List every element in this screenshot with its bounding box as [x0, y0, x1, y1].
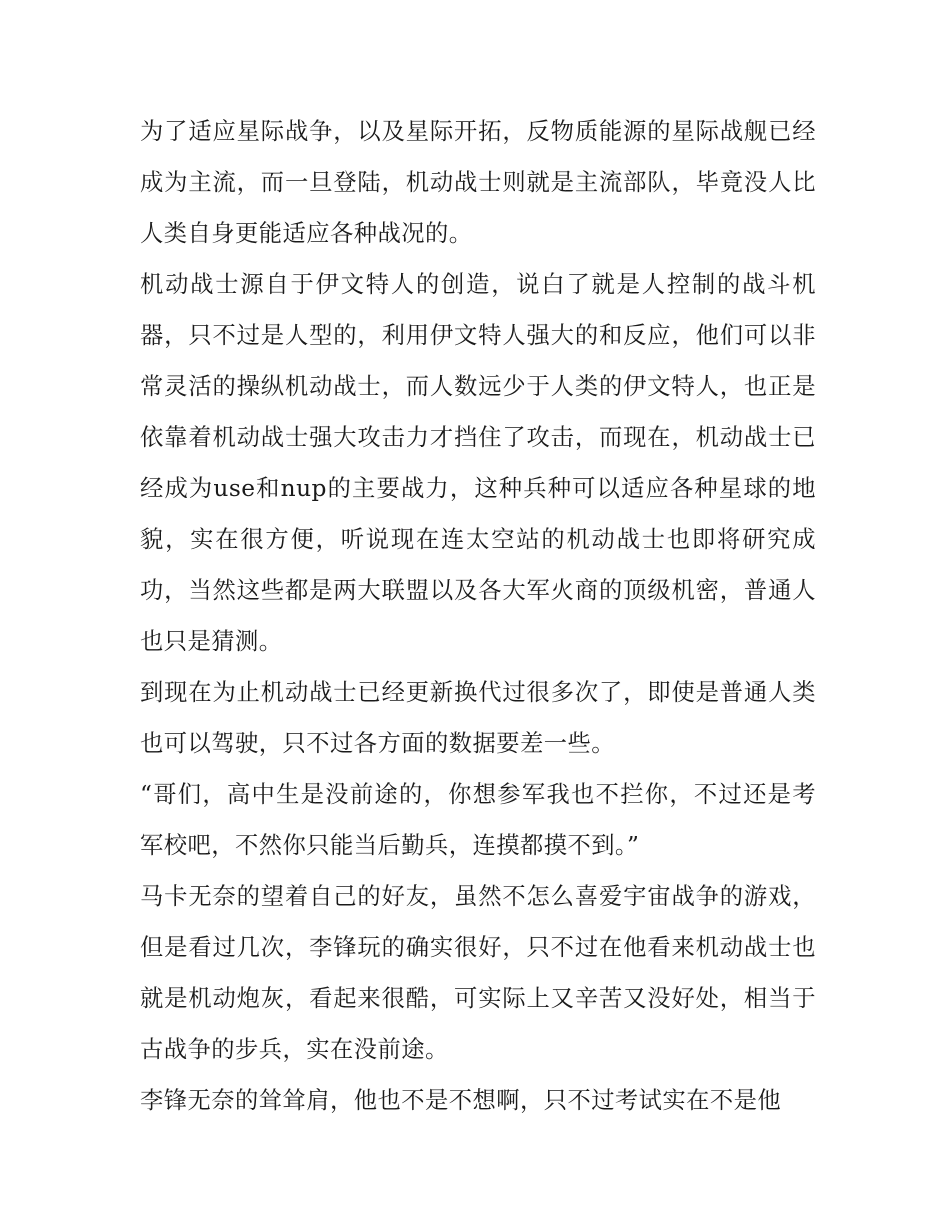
paragraph-3: 到现在为止机动战士已经更新换代过很多次了，即使是普通人类也可以驾驶，只不过各方面的数据要差一些。: [140, 679, 816, 757]
paragraph-4: “哥们，高中生是没前途的，你想参军我也不拦你，不过还是考军校吧，不然你只能当后勤兵，连摸都摸不到。”: [140, 781, 816, 859]
paragraph-5: 马卡无奈的望着自己的好友，虽然不怎么喜爱宇宙战争的游戏，但是看过几次，李锋玩的确实很好，只不过在他看来机动战士也就是机动炮灰，看起来很酷，可实际上又辛苦又没好处，相当于古战争的步兵，实在没前途。: [140, 883, 816, 1063]
paragraph-1: 为了适应星际战争，以及星际开拓，反物质能源的星际战舰已经成为主流，而一旦登陆，机动战士则就是主流部队，毕竟没人比人类自身更能适应各种战况的。: [140, 118, 816, 247]
document-body: [140, 106, 816, 1126]
paragraph-6: 李锋无奈的耸耸肩，他也不是不想啊，只不过考试实在不是他: [140, 1087, 782, 1114]
paragraph-2: 机动战士源自于伊文特人的创造，说白了就是人控制的战斗机器，只不过是人型的，利用伊文特人强大的和反应，他们可以非常灵活的操纵机动战士，而人数远少于人类的伊文特人，也正是依靠着机动战士强大攻击力才挡住了攻击，而现在，机动战士已经成为use和nup的主要战力，这种兵种可以适应各种星球的地貌，实在很方便，听说现在连太空站的机动战士也即将研究成功，当然这些都是两大联盟以及各大军火商的顶级机密，普通人也只是猜测。: [140, 271, 816, 655]
